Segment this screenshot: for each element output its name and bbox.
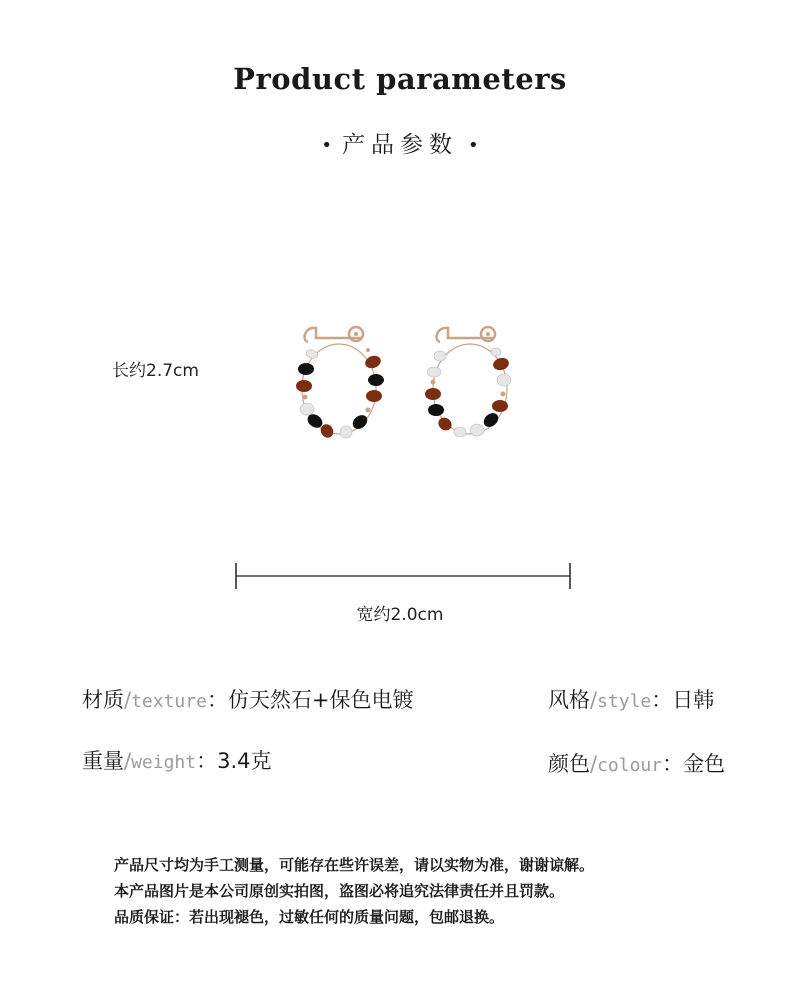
param-colour-slash: /: [590, 752, 598, 776]
subtitle-text: 产品参数: [342, 132, 458, 158]
length-label: 长约2.7cm: [112, 361, 199, 381]
param-colour-value: 金色: [683, 752, 726, 776]
param-texture-sep: ：: [206, 688, 228, 712]
width-label: 宽约2.0cm: [356, 605, 444, 625]
param-weight-sep: ：: [196, 749, 218, 773]
param-weight: [82, 745, 272, 775]
notes: [114, 852, 594, 930]
param-texture-en: texture: [131, 691, 207, 712]
param-weight-zh: 重量: [82, 749, 124, 773]
param-weight-value: 3.4克: [217, 749, 272, 773]
param-style-value: 日韩: [672, 688, 715, 712]
bullet-right: •: [468, 135, 479, 156]
param-weight-slash: /: [124, 749, 132, 773]
param-style-zh: 风格: [548, 688, 590, 712]
width-measure-line: [235, 562, 571, 590]
earrings-image: [282, 314, 522, 454]
param-colour-zh: 颜色: [548, 752, 590, 776]
param-style-slash: /: [590, 688, 598, 712]
param-style: [548, 684, 714, 714]
param-texture-value: 仿天然石+保色电镀: [227, 688, 414, 712]
param-texture-slash: /: [124, 688, 132, 712]
left-earring: [296, 327, 384, 440]
param-colour-en: colour: [597, 755, 663, 776]
page-title: Product parameters: [233, 62, 567, 96]
note-line: 产品尺寸均为手工测量，可能存在些许误差，请以实物为准，谢谢谅解。: [114, 856, 595, 874]
note-line: 本产品图片是本公司原创实拍图，盗图必将追究法律责任并且罚款。: [114, 882, 565, 900]
right-earring: [425, 327, 511, 437]
note-line: 品质保证：若出现褪色，过敏任何的质量问题，包邮退换。: [114, 908, 505, 926]
param-weight-en: weight: [131, 752, 197, 773]
param-texture: [82, 684, 414, 714]
page-subtitle: [0, 126, 800, 159]
param-colour: [548, 748, 725, 778]
param-texture-zh: 材质: [82, 688, 124, 712]
bullet-left: •: [321, 135, 332, 156]
param-style-en: style: [597, 691, 652, 712]
param-style-sep: ：: [651, 688, 673, 712]
param-colour-sep: ：: [662, 752, 684, 776]
